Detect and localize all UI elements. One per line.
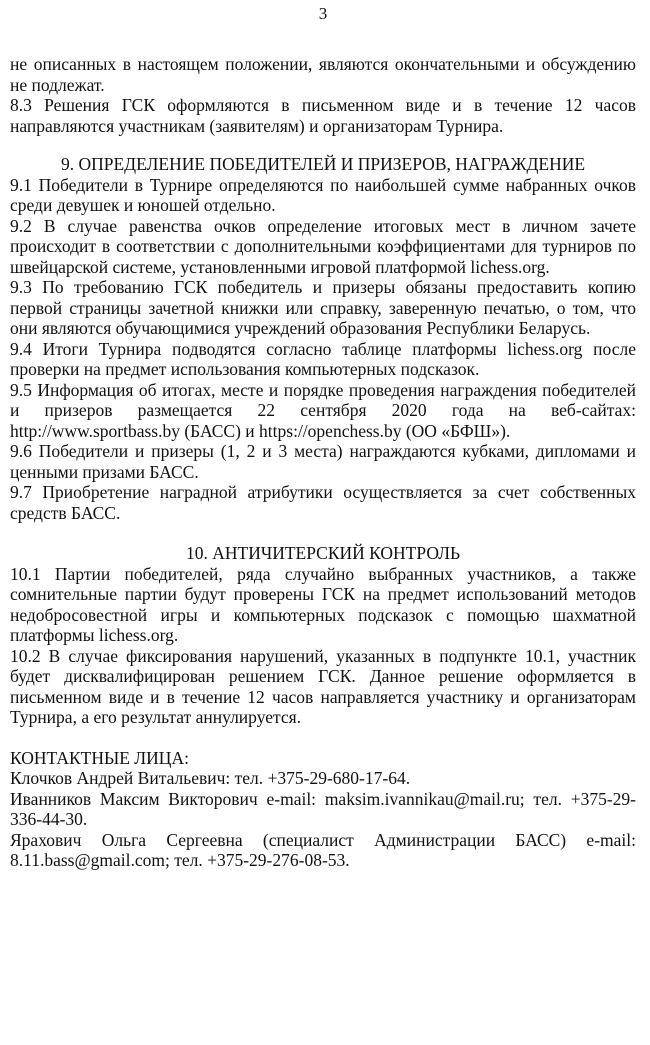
- section-9-item: 9.3 По требованию ГСК победитель и призеры обязаны предоставить копию первой страницы зачетной книжки или справку, заверенную печатью, о том, что они являются обучающимися учреждений образования Республики Беларусь.: [10, 277, 636, 338]
- contact-line: Клочков Андрей Витальевич: тел. +375-29-680-17-64.: [10, 768, 411, 788]
- intro-paragraph-2: 8.3 Решения ГСК оформляются в письменном виде и в течение 12 часов направляются участникам (заявителям) и организаторам Турнира.: [10, 95, 636, 136]
- section-10-item: 10.1 Партии победителей, ряда случайно выбранных участников, а также сомнительные партии будут проверены ГСК на предмет использований методов недобросовестной игры и компьютерных подсказок с помощью шахматной платформы lichess.org.: [10, 563, 636, 645]
- section-9-item: 9.7 Приобретение наградной атрибутики осуществляется за счет собственных средств БАСС.: [10, 482, 636, 523]
- contacts-heading: КОНТАКТНЫЕ ЛИЦА:: [10, 747, 189, 768]
- section-10-heading: 10. АНТИЧИТЕРСКИЙ КОНТРОЛЬ: [185, 543, 461, 563]
- section-9-item: 9.2 В случае равенства очков определение итоговых мест в личном зачете происходит в соответствии с дополнительными коэффициентами для турниров по швейцарской системе, установленными игровой платформой lichess.org.: [10, 215, 636, 277]
- section-9-item: 9.4 Итоги Турнира подводятся согласно таблице платформы lichess.org после проверки на предмет использования компьютерных подсказок.: [10, 338, 636, 379]
- section-9-item: 9.6 Победители и призеры (1, 2 и 3 места) награждаются кубками, дипломами и ценными призами БАСС.: [10, 441, 636, 482]
- section-9-heading: 9. ОПРЕДЕЛЕНИЕ ПОБЕДИТЕЛЕЙ И ПРИЗЕРОВ, НАГРАЖДЕНИЕ: [60, 154, 586, 174]
- section-9-item: 9.5 Информация об итогах, месте и порядке проведения награждения победителей и призеров размещается 22 сентября 2020 года на веб-сайтах: http://www.sportbass.by (БАСС) и https://openchess.by (ОО «БФШ»).: [10, 379, 636, 441]
- contact-line: Ярахович Ольга Сергеевна (специалист Администрации БАСС) e-mail: 8.11.bass@gmail.com; тел. +375-29-276-08-53.: [10, 829, 636, 870]
- contact-line: Иванников Максим Викторович e-mail: maksim.ivannikau@mail.ru; тел. +375-29-336-44-30.: [10, 788, 636, 829]
- section-10-item: 10.2 В случае фиксирования нарушений, указанных в подпункте 10.1, участник будет дисквалифицирован решением ГСК. Данное решение оформляется в письменном виде и в течение 12 часов направляется участнику и организаторам Турнира, а его результат аннулируется.: [10, 645, 636, 727]
- page-number: 3: [318, 4, 328, 23]
- intro-paragraph-1: не описанных в настоящем положении, являются окончательными и обсуждению не подлежат.: [10, 54, 636, 95]
- section-9-item: 9.1 Победители в Турнире определяются по наибольшей сумме набранных очков среди девушек и юношей отдельно.: [10, 174, 636, 215]
